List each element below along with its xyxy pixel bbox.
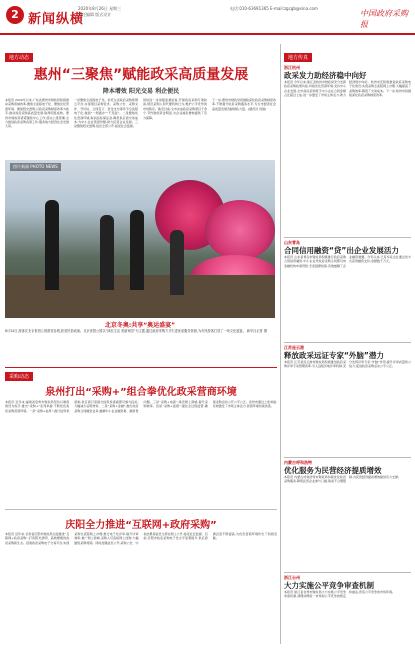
performer-1: [45, 200, 59, 290]
photo-title: 北京冬奥:共享“奥运盛宴”: [104, 322, 176, 329]
story2-tag: 采购动态: [5, 372, 33, 381]
news-photo: [5, 160, 275, 318]
edition-info: 责任编辑 版式设计: [78, 12, 112, 17]
sidebar-kicker: 内蒙古呼和浩特: [284, 460, 312, 465]
sidebar: [284, 44, 411, 645]
performer-4: [170, 230, 184, 295]
sidebar-tag: 地方传真: [284, 53, 312, 62]
photo-credit: 新华社记者 摄: [246, 329, 267, 333]
section-title: 新闻纵横: [28, 12, 85, 27]
sidebar-headline: 释放政采远证专家“外脑”潜力: [284, 351, 384, 360]
lead-subhead: 降本增效 阳光交易 利企便民: [102, 88, 180, 95]
sidebar-item: [284, 460, 411, 570]
divider: [284, 342, 411, 343]
sidebar-body: 本报讯 内蒙古呼和浩特市财政局持续优化政府采购服务,降低民营企业参与门槛,取消不合理限制,为民营经济提质增效提供有力支撑。: [284, 475, 401, 484]
sidebar-headline: 大力实施公平竞争审查机制: [284, 581, 374, 590]
page-header: [0, 0, 415, 44]
column-divider: [280, 44, 281, 644]
lead-headline: 惠州“三聚焦”赋能政采高质量发展: [33, 67, 249, 83]
sidebar-kicker: 浙江台州: [284, 575, 300, 580]
lead-body-col4: 下一步,惠州市财政局将继续深化政府采购制度改革,不断提升政府采购服务水平,为全市经济社会高质量发展贡献财政力量。(通讯员 何娟): [212, 98, 276, 111]
dateline: [78, 6, 121, 18]
sidebar-body: 本报讯 浙江省台州市财政局大力实施公平竞争审查机制,清理妨碍统一市场和公平竞争的规定和做法,营造公平竞争的市场环境。: [284, 590, 395, 599]
sidebar-item: [284, 65, 411, 235]
sidebar-kicker: 浙江杭州: [284, 65, 300, 70]
dateline-text: 2020年8月26日 星期三: [78, 6, 122, 11]
newspaper-logo: 中国政府采购报: [360, 9, 408, 29]
sidebar-body: 本报讯 今年以来,浙江省杭州市财政局充分发挥政府采购政策功能,持续优化营商环境,支持中小企业发展,全市政府采购授予中小企业合同金额占比超过七成,进一步激发了市场主体活力,助力经济稳中向好。杭州市还积极推进政府采购电子化建设,实现采购全流程网上办理,大幅提高了采购效率,降低了交易成本。下一步,杭州市将继续深化政府采购制度改革。: [284, 80, 411, 98]
photo-label: 图片新闻 PHOTO NEWS: [10, 163, 61, 171]
divider: [5, 367, 277, 368]
lead-body-col1: 本报讯 2020年以来,广东省惠州市财政局积极推动采购领域改革,聚焦全流程电子化、聚焦优化营商环境、聚焦阳光透明,以政府采购制度改革为抓手,推动政府采购高质量发展,取得明显成效。惠州市财政局紧紧围绕中心工作,落实上级部署,全力推进政府采购各项工作,服务地方经济社会发展大局。: [5, 98, 69, 129]
performer-2: [100, 215, 114, 290]
story3-body: 本报讯 近年来,甘肃省庆阳市财政局全面推进“互联网+政府采购”,打造阳光透明、高效便捷的政府采购新生态。搭建政府采购电子交易平台,实现采购全流程网上办理;推行电子化评审,提升评审效率;推广网上商城,采购人可直接网上选购,大幅缩短采购周期。同时加强信息公开,采购公告、中标结果等信息全部在网上公开,接受社会监督。目前,庆阳市政府采购电子化水平显著提升,供应商满意度不断提高,为优化营商环境作出了积极贡献。: [5, 532, 277, 545]
story3-headline: 庆阳全力推进“互联网+政府采购”: [65, 520, 217, 531]
sidebar-headline: 合同信用融资“贷”出企业发展活力: [284, 246, 399, 255]
lead-tag: 地方动态: [5, 53, 33, 62]
divider: [284, 457, 411, 458]
sidebar-item: [284, 345, 411, 455]
sidebar-headline: 优化服务为民营经济提质增效: [284, 466, 382, 475]
divider: [5, 509, 277, 510]
divider: [284, 237, 411, 238]
performer-3: [130, 210, 144, 290]
lead-body-col3: 同时进一步加强监督检查,开展政府采购专项检查,规范采购人和代理机构行为,维护公平竞争的市场秩序。截至目前,全市完成政府采购项目千余个,节约财政资金明显,为企业减负增效提供了有力保障。: [143, 98, 207, 120]
sidebar-body: 本报讯 山东省青岛市财政局积极推行政府采购合同信用融资,中小企业凭政府采购合同即可向金融机构申请贷款,无需抵押担保,有效缓解了企业融资难题。今年以来,已有多家企业通过该方式获得融资支持,金额数千万元。: [284, 255, 411, 268]
sidebar-item: [284, 575, 411, 645]
page-number: 2: [6, 6, 24, 24]
story2-headline: 泉州打出“采购+”组合拳优化政采营商环境: [45, 387, 237, 398]
photo-caption: [5, 329, 275, 333]
photo-caption-text: 8月24日,游客在北京世园公园游览参观,欣赏民俗表演。北京世园公园以“绿色生活 美丽家园”为主题,通过政府采购方式引进优质服务资源,为市民游客打造了一场文化盛宴。: [5, 329, 246, 333]
divider: [284, 572, 411, 573]
sidebar-item: [284, 240, 411, 340]
header-rule: [0, 33, 415, 35]
hotline: 电话:010-63691365 E-mail:zgcgb@sina.com: [230, 6, 318, 11]
lead-body-col2: 一是聚焦全流程电子化。依托全省政府采购智慧云平台,实现项目采购需求、采购公告、采购文件、开评标、合同签订、资金支付等环节全流程电子化,做到“一网通办”“不见面”。二是聚焦优化营商环境,取消投标保证金,降低供应商交易成本,为中小企业预留份额,助力民营企业发展。三是聚焦阳光透明,信息全部公开,接受社会监督。: [74, 98, 138, 129]
sidebar-kicker: 江苏连云港: [284, 345, 304, 350]
sidebar-headline: 政采发力助经济稳中向好: [284, 71, 367, 80]
sidebar-kicker: 山东青岛: [284, 240, 300, 245]
story2-body: 本报讯 近年来,福建省泉州市财政局坚持以制度建设为抓手,推出“采购+”系列举措,不断优化政府采购营商环境。一是“采购+信用”,推行信用承诺制,供应商只需提交信用承诺函即可参与投标,大幅减少证明材料。二是“采购+金融”,推出政府采购合同融资业务,缓解中小企业融资难、融资贵问题。三是“采购+电商”,建设网上商城,提升采购效率。四是“采购+监督”,强化全过程监管,确保采购活动公开公平公正。泉州市通过上述举措,有效激发了市场主体活力,营商环境持续改善。: [5, 400, 277, 413]
flower-arch-right: [205, 200, 275, 260]
sidebar-body: 本报讯 江苏省连云港市财政局积极推进政府采购评审专家管理改革,引入远程异地评审机制,充分发挥评审专家“外脑”作用,提升评审质量和公信力,促进政府采购活动公平公正。: [284, 360, 411, 369]
